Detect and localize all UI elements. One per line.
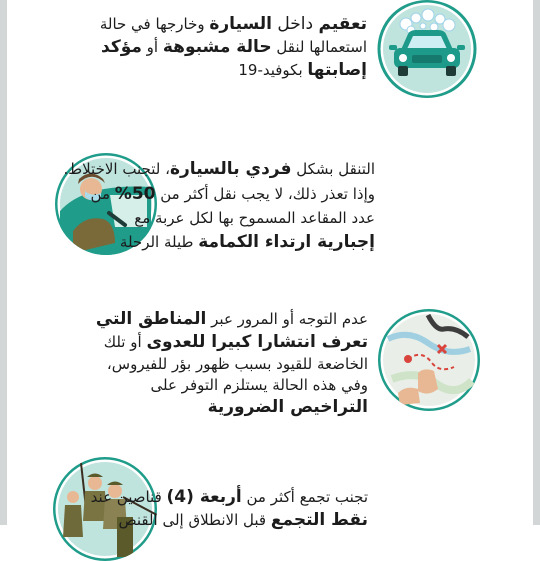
tip-2-line-3: عدد المقاعد المسموح بها لكل عربة مع xyxy=(134,209,375,227)
tip-1-line-1: تعقيم داخل السيارة وخارجها في حالة xyxy=(99,14,367,34)
tip-3-text xyxy=(96,311,368,416)
tip-3-line-4: وفي هذه الحالة يستلزم التوفر على xyxy=(150,376,368,394)
tip-2-line-1: التنقل بشكل فردي بالسيارة، لتجنب الاختلاط. xyxy=(63,159,375,179)
tip-2-line-2: وإذا تعذر ذلك، لا يجب نقل أكثر من 50% من xyxy=(90,184,375,204)
tip-3-line-5: التراخيص الضرورية xyxy=(207,397,368,417)
tip-4-text xyxy=(91,489,368,529)
tip-3-line-3: الخاضعة للقيود بسبب ظهور بؤر للفيروس، xyxy=(106,355,368,373)
tip-3-line-1: عدم التوجه أو المرور عبر المناطق التي xyxy=(95,309,368,329)
tip-4-line-1: تجنب تجمع أكثر من أربعة (4) قناصين عند xyxy=(90,487,368,507)
right-edge-strip xyxy=(533,0,540,525)
tip-1-line-3: إصابتها بكوفيد-19 xyxy=(238,60,367,80)
tip-1-line-2: استعمالها لنقل حالة مشبوهة أو مؤكد xyxy=(101,37,367,57)
left-edge-strip xyxy=(0,0,7,525)
tip-2-text xyxy=(63,161,375,251)
map-route-icon xyxy=(378,309,480,411)
tip-3-line-2: تعرف انتشارا كبيرا للعدوى أو تلك xyxy=(103,332,368,352)
car-washing-icon xyxy=(376,0,478,98)
tip-1-text xyxy=(100,16,367,79)
tip-4-line-2: نقط التجمع قبل الانطلاق إلى القنص xyxy=(118,510,368,530)
tip-2-line-4: إجبارية ارتداء الكمامة طيلة الرحلة xyxy=(119,232,375,252)
